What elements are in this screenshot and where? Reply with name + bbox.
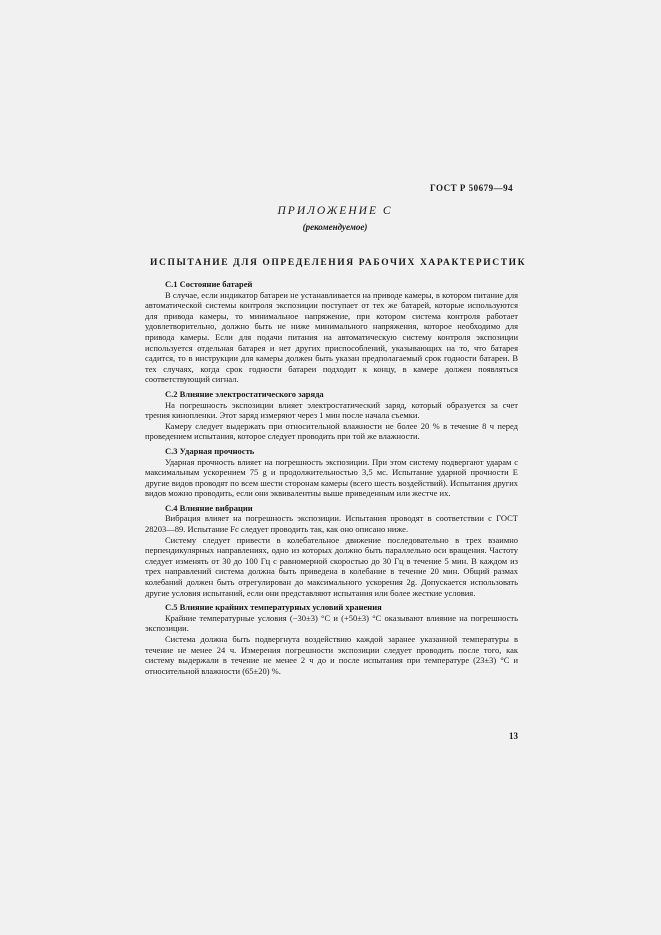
page-number: 13 — [509, 731, 518, 741]
paragraph: Ударная прочность влияет на погрешность экспозиции. При этом систему подвергают ударам с максимальным ускорением 75 g и продолжительностью 3,5 мс. Испытание ударной прочности E другие видов проводят по всем шести сторонам камеры (всего шесть воздействий). Испытания других видов можно проводить, если они эквивалентны выше приведенным или жестче их. — [145, 456, 518, 499]
paragraph: Камеру следует выдержать при относительной влажности не более 20 % в течение 8 ч перед проведением испытания, которое следует проводить при той же влажности. — [145, 420, 518, 442]
section-heading-c1: С.1 Состояние батарей — [165, 279, 253, 289]
main-title: ИСПЫТАНИЕ ДЛЯ ОПРЕДЕЛЕНИЯ РАБОЧИХ ХАРАКТЕРИСТИК — [150, 258, 527, 268]
document-code: ГОСТ Р 50679—94 — [430, 183, 514, 193]
paragraph: Крайние температурные условия (−30±3) °С и (+50±3) °С оказывают влияние на погрешность экспозиции. — [145, 612, 518, 634]
section-heading-c5: С.5 Влияние крайних температурных условий хранения — [165, 602, 382, 613]
paragraph: На погрешность экспозиции влияет электростатический заряд, который образуется за счет трения кинопленки. Этот заряд измеряют через 1 мин после начала съемки. — [145, 399, 518, 421]
appendix-title: ПРИЛОЖЕНИЕ С — [277, 205, 393, 217]
paragraph: В случае, если индикатор батареи не устанавливается на приводе камеры, в котором питание для автоматической системы контроля экспозиции поступает от тех же батарей, которые используются для привода камеры, то минимальное напряжение, при котором система контроля работает удовлетворительно, должно быть не ниже минимального напряжения, которое необходимо для привода камеры. Если для подачи питания на автоматическую систему контроля экспозиции используется отдельная батарея и нет других приспособлений, указывающих на то, что батарея садится, то в инструкции для камеры должен быть указан предполагаемый срок годности батареи. В тех случаях, когда срок годности батареи подходит к концу, в камере должен появляться соответствующий сигнал. — [145, 289, 518, 385]
paragraph: Систему следует привести в колебательное движение последовательно в трех взаимно перпендикулярных направлениях, одно из которых должно быть параллельно оси вращения. Частоту следует изменять от 30 до 100 Гц с равномерной скоростью до 30 Гц в течение 5 мин. В каждом из трех направлений система должна быть приведена в колебание в течение 20 мин. Общий размах колебаний должен быть отрегулирован до максимального ускорения 2g. Допускается использовать другие условия испытаний, если они представляют испытания или более жесткие условия. — [145, 534, 518, 598]
body-text — [145, 279, 518, 676]
paragraph: Вибрация влияет на погрешность экспозиции. Испытания проводят в соответствии с ГОСТ 28203—89. Испытание Fc следует проводить так, как оно описано ниже. — [145, 513, 518, 535]
paragraph: Система должна быть подвергнута воздействию каждой заранее указанной температуры в течение не менее 24 ч. Измерения погрешности экспозиции следует проводить после того, как систему выдержали в течение не менее 2 ч до и после испытания при температуре (23±3) °С и относительной влажности (65±20) %. — [145, 634, 518, 676]
section-heading-c3: С.3 Ударная прочность — [165, 445, 255, 456]
section-heading-c4: С.4 Влияние вибрации — [165, 502, 253, 513]
appendix-subtitle: (рекомендуемое) — [302, 222, 368, 232]
section-heading-c2: С.2 Влияние электростатического заряда — [165, 388, 324, 399]
